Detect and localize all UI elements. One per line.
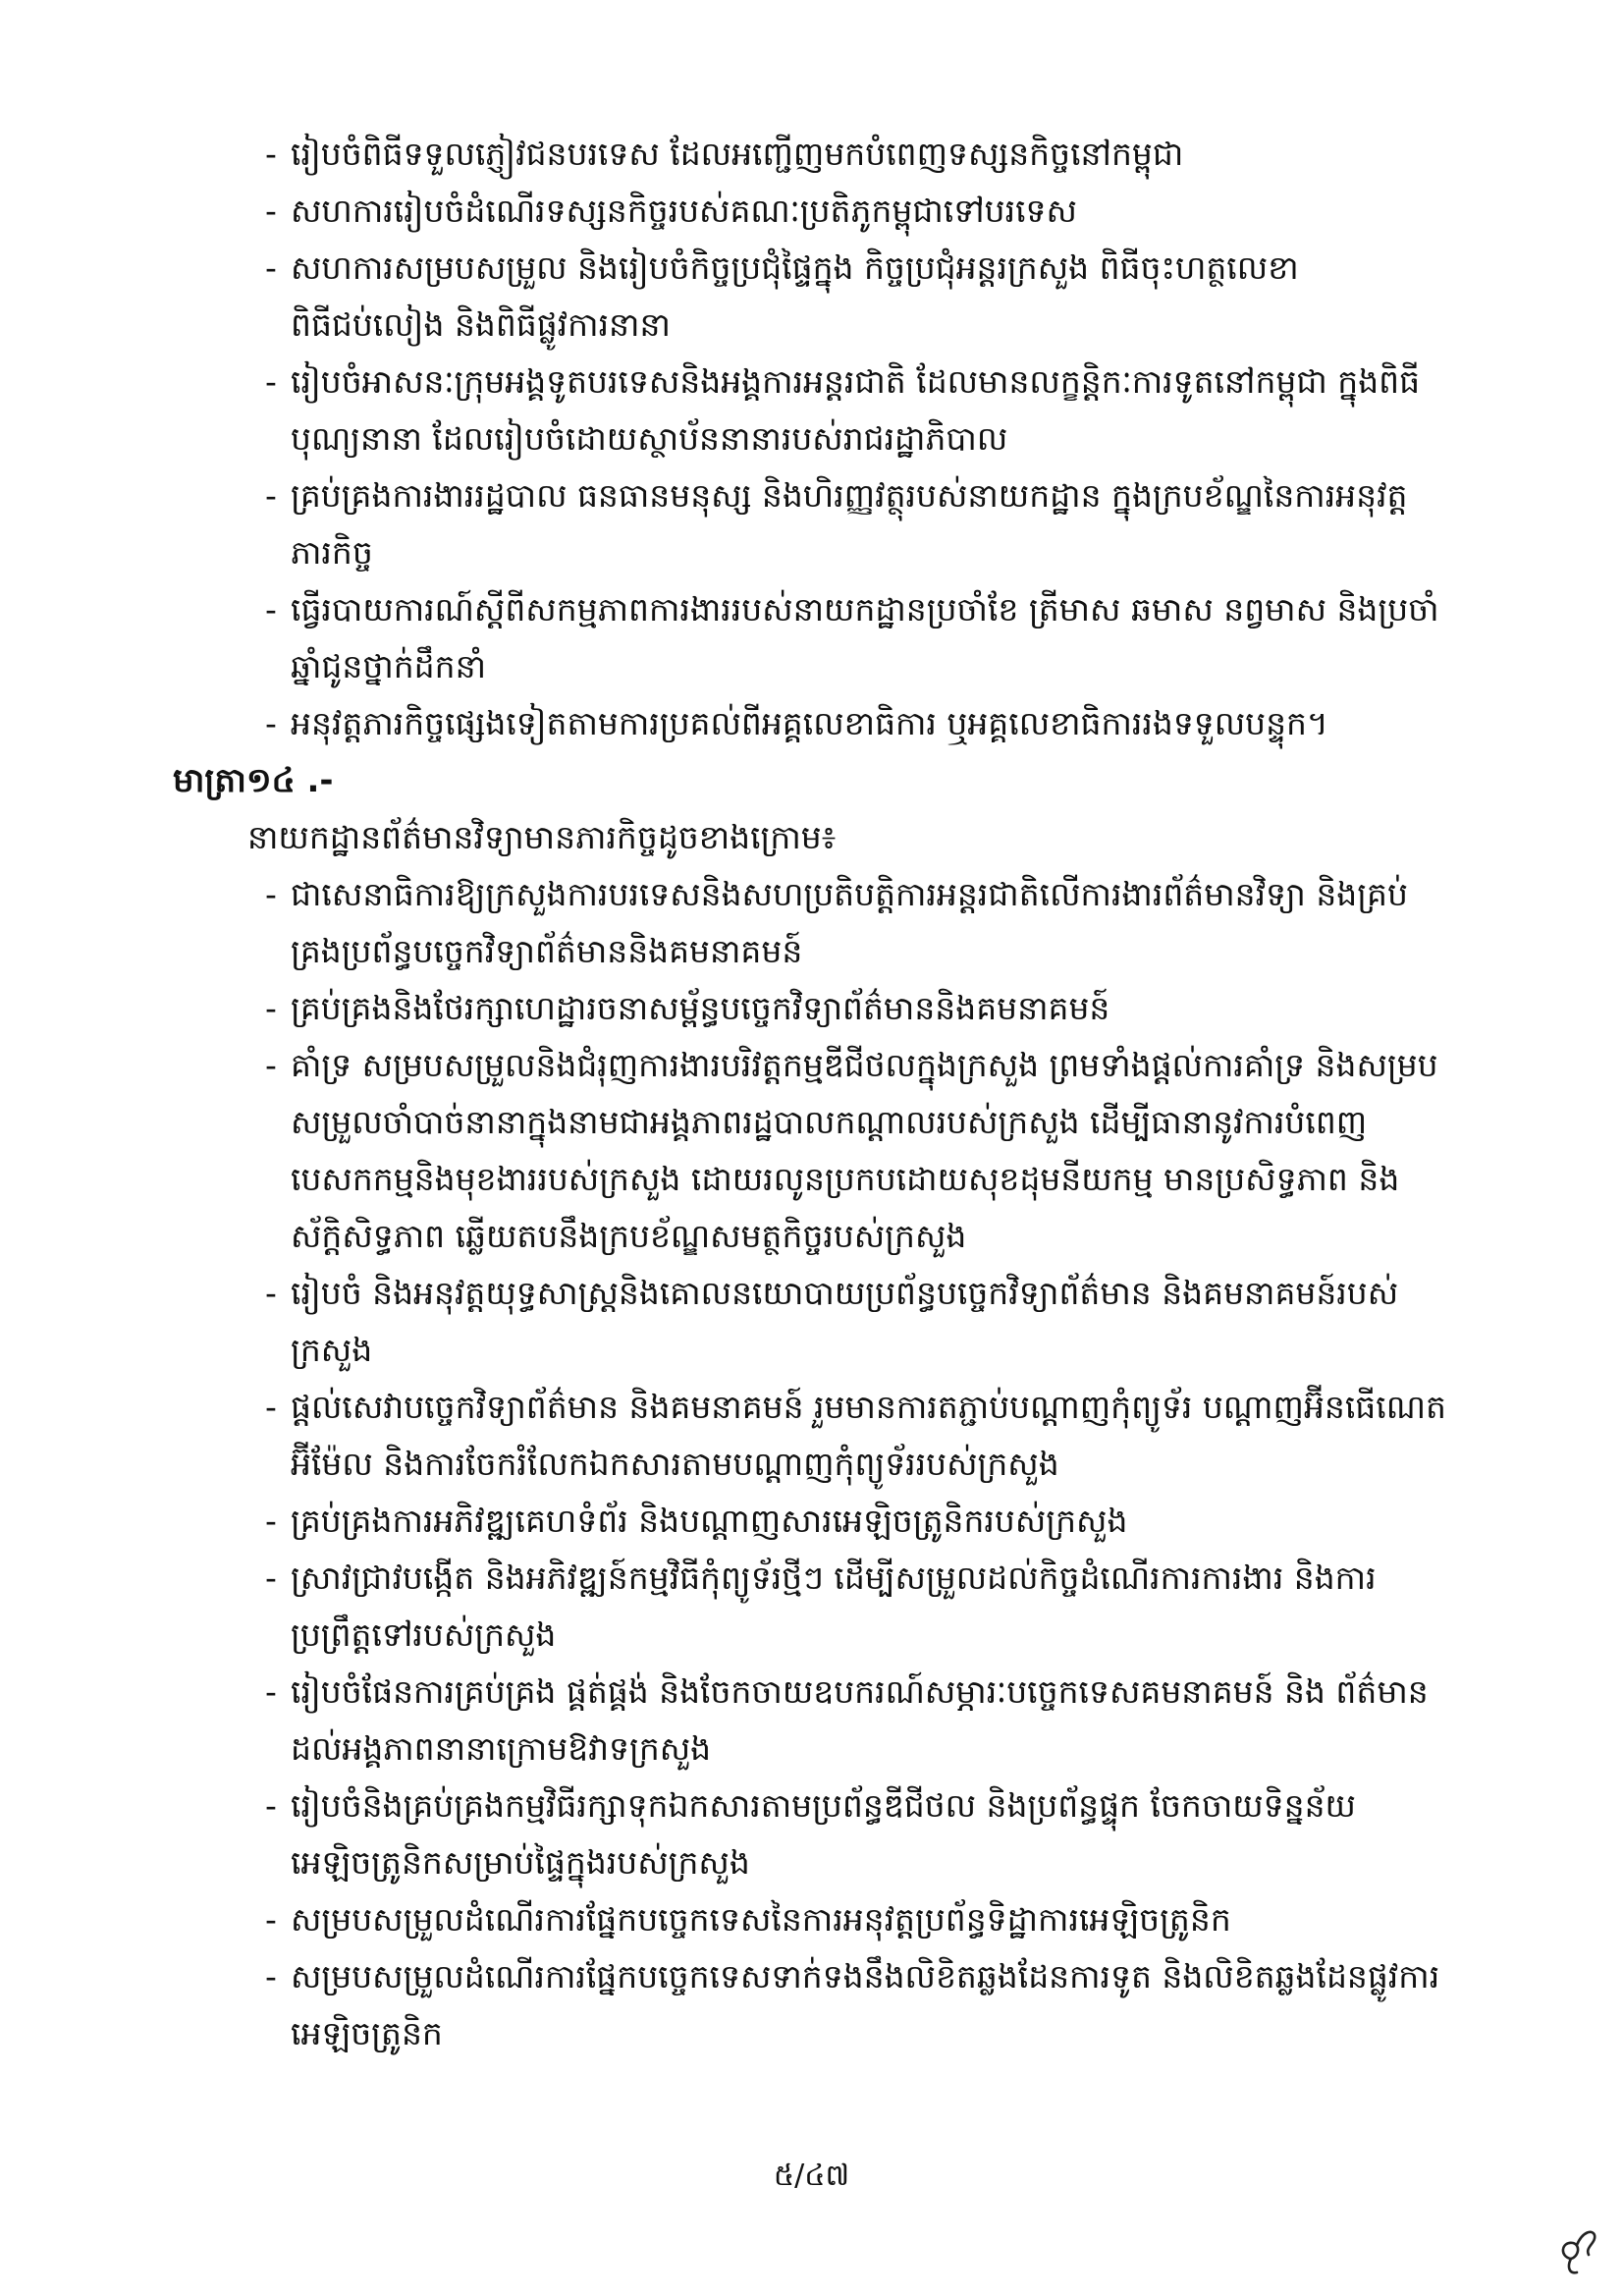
article-intro: នាយកដ្ឋានព័ត៌មានវិទ្យាមានភារកិច្ចដូចខាងក្រោម៖ [247, 818, 837, 856]
list-item [0, 695, 1623, 752]
list-item [0, 1379, 1623, 1493]
bullet-dash: - [265, 1900, 277, 1939]
bullet-dash: - [265, 248, 277, 287]
handwritten-initial-mark [1549, 2221, 1608, 2280]
list-item [0, 354, 1623, 467]
list-item-text: ស្រាវជ្រាវបង្កើត និងអភិវឌ្ឍន៍កម្មវិធីកុំព្យូទ័រថ្មីៗ ដើម្បីសម្រួលដល់កិច្ចដំណើរការការងារ និងការប្រព្រឹត្តទៅរបស់ក្រសួង [291, 1558, 1377, 1654]
list-item-text: ផ្តល់សេវាបច្ចេកវិទ្យាព័ត៌មាន និងគមនាគមន៍ រួមមានការតភ្ជាប់បណ្តាញកុំព្យូទ័រ បណ្តាញអ៊ីនធើណេត អ៊ីម៉ែល និងការចែករំលែកឯកសារតាមបណ្តាញកុំព្យូទ័ររបស់ក្រសួង [291, 1388, 1446, 1483]
list-item-text: គ្រប់គ្រងការអភិវឌ្ឍគេហទំព័រ និងបណ្តាញសារអេឡិចត្រូនិករបស់ក្រសួង [291, 1502, 1128, 1540]
list-item [0, 1493, 1623, 1550]
list-item-text: គ្រប់គ្រងការងាររដ្ឋបាល ធនធានមនុស្ស និងហិរញ្ញវត្ថុរបស់នាយកដ្ឋាន ក្នុងក្របខ័ណ្ឌនៃការអនុវត្តភារកិច្ច [291, 476, 1408, 572]
bullet-dash: - [265, 135, 277, 173]
list-item [0, 240, 1623, 354]
bullet-dash: - [265, 989, 277, 1027]
list-item-text: សហការរៀបចំដំណើរទស្សនកិច្ចរបស់គណៈប្រតិភូកម្ពុជាទៅបរទេស [291, 191, 1077, 230]
bullet-dash: - [265, 1558, 277, 1597]
list-item [0, 1777, 1623, 1891]
bullet-dash: - [265, 1957, 277, 1995]
bullet-dash: - [265, 1786, 277, 1825]
bullet-dash: - [265, 191, 277, 230]
list-item [0, 866, 1623, 980]
list-item-text: រៀបចំនិងគ្រប់គ្រងកម្មវិធីរក្សាទុកឯកសារតាមប្រព័ន្ធឌីជីថល និងប្រព័ន្ធផ្ទុក ចែកចាយទិន្នន័យអេឡិចត្រូនិកសម្រាប់ផ្ទៃក្នុងរបស់ក្រសួង [291, 1786, 1356, 1882]
list-item-text: ជាសេនាធិការឱ្យក្រសួងការបរទេសនិងសហប្រតិបត្តិការអន្តរជាតិលើការងារព័ត៌មានវិទ្យា និងគ្រប់គ្រងប្រព័ន្ធបច្ចេកវិទ្យាព័ត៌មាននិងគមនាគមន៍ [291, 875, 1408, 970]
list-item [0, 1948, 1623, 2062]
bullet-dash: - [265, 1672, 277, 1711]
list-item-text: គ្រប់គ្រងនិងថែរក្សាហេដ្ឋារចនាសម្ព័ន្ធបច្ចេកវិទ្យាព័ត៌មាននិងគមនាគមន៍ [291, 989, 1110, 1027]
bullet-dash: - [265, 590, 277, 629]
list-item-text: អនុវត្តភារកិច្ចផ្សេងទៀតតាមការប្រគល់ពីអគ្គលេខាធិការ ឬអគ្គលេខាធិការរងទទួលបន្ទុក។ [291, 704, 1328, 742]
list-item-text: សហការសម្របសម្រួល និងរៀបចំកិច្ចប្រជុំផ្ទៃក្នុង កិច្ចប្រជុំអន្តរក្រសួង ពិធីចុះហត្ថលេខា ពិធីជប់លៀង និងពិធីផ្លូវការនានា [291, 248, 1299, 344]
bullet-dash: - [265, 362, 277, 401]
bullet-dash: - [265, 1046, 277, 1084]
bullet-dash: - [265, 704, 277, 742]
list-item-text: សម្របសម្រួលដំណើរការផ្នែកបច្ចេកទេសទាក់ទងនឹងលិខិតឆ្លងដែនការទូត និងលិខិតឆ្លងដែនផ្លូវការអេឡិចត្រូនិក [291, 1957, 1440, 2052]
page-number: ៥/៤៧ [773, 2159, 850, 2193]
list-item [0, 1664, 1623, 1777]
bullet-dash: - [265, 1274, 277, 1312]
list-item [0, 1550, 1623, 1664]
list-item [0, 126, 1623, 183]
list-item [0, 183, 1623, 240]
list-item-text: រៀបចំ និងអនុវត្តយុទ្ធសាស្ត្រនិងគោលនយោបាយប្រព័ន្ធបច្ចេកវិទ្យាព័ត៌មាន និងគមនាគមន៍របស់ក្រសួង [291, 1274, 1399, 1369]
list-item [0, 1891, 1623, 1948]
bullet-dash: - [265, 1502, 277, 1540]
list-item-text: ធ្វើរបាយការណ៍ស្តីពីសកម្មភាពការងាររបស់នាយកដ្ឋានប្រចាំខែ ត្រីមាស ឆមាស នព្វមាស និងប្រចាំឆ្នាំជូនថ្នាក់ដឹកនាំ [291, 590, 1439, 685]
list-item [0, 980, 1623, 1037]
list-item [0, 467, 1623, 581]
bullet-dash: - [265, 476, 277, 515]
list-item [0, 581, 1623, 695]
list-item [0, 1037, 1623, 1265]
bullet-dash: - [265, 875, 277, 913]
list-item-text: សម្របសម្រួលដំណើរការផ្នែកបច្ចេកទេសនៃការអនុវត្តប្រព័ន្ធទិដ្ឋាការអេឡិចត្រូនិក [291, 1900, 1231, 1939]
bullet-dash: - [265, 1388, 277, 1426]
list-item-text: រៀបចំពិធីទទួលភ្ញៀវជនបរទេស ដែលអញ្ជើញមកបំពេញទស្សនកិច្ចនៅកម្ពុជា [291, 135, 1184, 173]
article-heading: មាត្រា១៤ .- [173, 761, 334, 800]
list-item-text: រៀបចំផែនការគ្រប់គ្រង ផ្គត់ផ្គង់ និងចែកចាយឧបករណ៍សម្ភារៈបច្ចេកទេសគមនាគមន៍ និង ព័ត៌មានដល់អង្គភាពនានាក្រោមឱវាទក្រសួង [291, 1672, 1429, 1768]
list-item-text: គាំទ្រ សម្របសម្រួលនិងជំរុញការងារបរិវត្តកម្មឌីជីថលក្នុងក្រសួង ព្រមទាំងផ្តល់ការគាំទ្រ និងសម្របសម្រួលចាំបាច់នានាក្នុងនាមជាអង្គភាពរដ្ឋបាលកណ្តាលរបស់ក្រសួង ដើម្បីធានានូវការបំពេញបេសកកម្មនិងមុខងាររបស់ក្រសួង ដោយរលូនប្រកបដោយសុខដុមនីយកម្ម មានប្រសិទ្ធភាព និងស័ក្តិសិទ្ធភាព ឆ្លើយតបនឹងក្របខ័ណ្ឌសមត្ថកិច្ចរបស់ក្រសួង [291, 1046, 1438, 1255]
list-item-text: រៀបចំអាសនៈក្រុមអង្គទូតបរទេសនិងអង្គការអន្តរជាតិ ដែលមានលក្ខន្តិកៈការទូតនៅកម្ពុជា ក្នុងពិធីបុណ្យនានា ដែលរៀបចំដោយស្ថាប័ននានារបស់រាជរដ្ឋាភិបាល [291, 362, 1421, 458]
list-item [0, 1265, 1623, 1379]
